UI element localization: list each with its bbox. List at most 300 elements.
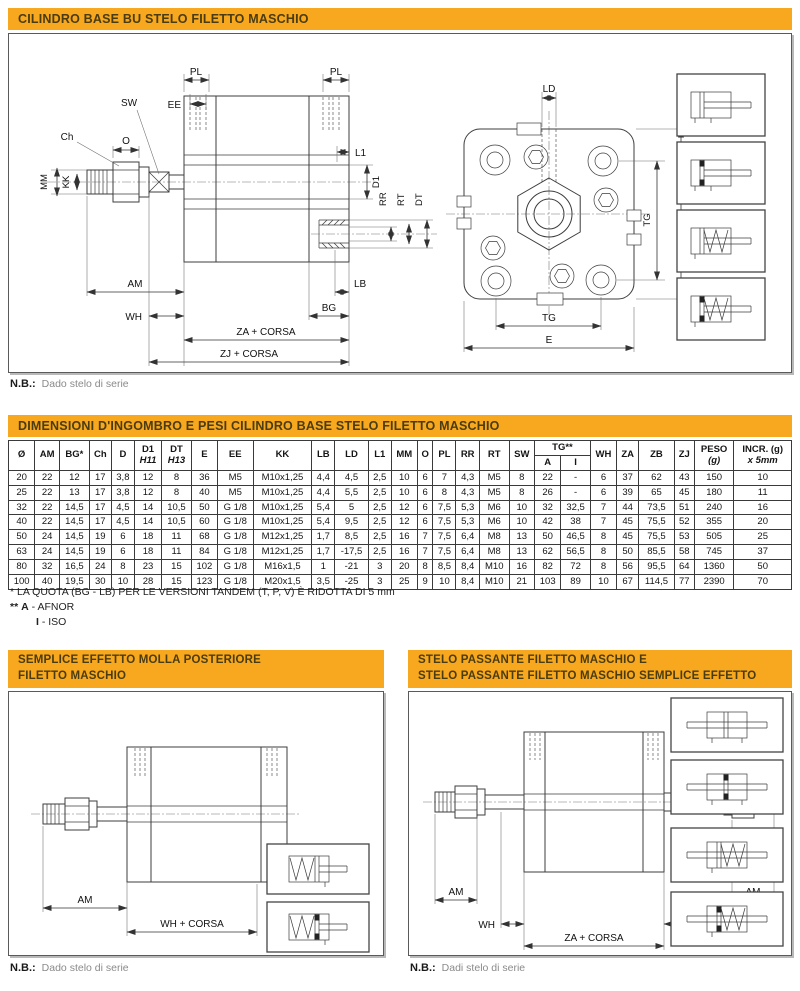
table-cell: 6 [590, 470, 616, 485]
table-cell: 6,4 [456, 530, 480, 545]
table-cell: M5 [217, 470, 253, 485]
table-cell: M10x1,25 [253, 515, 312, 530]
table-cell: 8 [509, 470, 535, 485]
table-cell: 14,5 [60, 500, 90, 515]
table-cell: 12 [134, 470, 161, 485]
table-cell: 40 [9, 515, 35, 530]
table-cell: 7 [417, 530, 433, 545]
cylinder-side-view [39, 67, 437, 366]
table-cell: 25 [734, 530, 792, 545]
table-cell: 2,5 [368, 470, 391, 485]
table-cell: 21 [509, 574, 535, 589]
column-header: PL [433, 441, 456, 471]
dim-label-e-bottom: E [545, 335, 553, 346]
section-left-title-bar [8, 650, 384, 688]
section-right-title-bar [408, 650, 792, 688]
table-cell: 5,3 [456, 515, 480, 530]
table-cell: 17 [89, 470, 111, 485]
note-right-text: Dadi stelo di serie [441, 962, 526, 974]
table-cell: M10 [479, 560, 509, 575]
column-header: O [417, 441, 433, 471]
dim-label-am: AM [127, 279, 143, 290]
table-cell: 16 [509, 560, 535, 575]
column-header: D1 H11 [134, 441, 161, 471]
dim-label-ch: Ch [60, 132, 74, 143]
table-cell: 6 [111, 530, 134, 545]
column-subheader: I [561, 455, 591, 470]
table-cell: 7,5 [433, 545, 456, 560]
table-cell: 10 [391, 470, 417, 485]
table-cell: 6 [417, 485, 433, 500]
piston-rod [87, 162, 184, 202]
page-title: CILINDRO BASE BU STELO FILETTO MASCHIO [18, 12, 309, 26]
table-cell: 6 [417, 500, 433, 515]
table-cell: 72 [561, 560, 591, 575]
table-cell: 68 [191, 530, 217, 545]
table-cell: G 1/8 [217, 515, 253, 530]
note-left [10, 962, 129, 974]
table-cell: 8,4 [456, 574, 480, 589]
column-header: KK [253, 441, 312, 471]
table-cell: 14 [134, 500, 161, 515]
table-cell: M12x1,25 [253, 530, 312, 545]
note-left-label: N.B.: [10, 962, 36, 974]
table-row [9, 530, 792, 545]
table-cell: 25 [391, 574, 417, 589]
table-cell: -25 [335, 574, 369, 589]
table-cell: 16,5 [60, 560, 90, 575]
table-cell: M10x1,25 [253, 500, 312, 515]
table-cell: 8 [417, 560, 433, 575]
table-cell: 6 [590, 485, 616, 500]
column-header: WH [590, 441, 616, 471]
table-cell: -17,5 [335, 545, 369, 560]
dim-label-lb: LB [354, 279, 367, 290]
table-cell: 20 [9, 470, 35, 485]
table-cell: 8 [433, 485, 456, 500]
table-cell: 40 [35, 574, 60, 589]
table-cell: 15 [162, 560, 192, 575]
table-cell: 150 [694, 470, 734, 485]
dim-label-ee: EE [167, 100, 181, 111]
dim-label-sw: SW [120, 98, 138, 109]
table-cell: 10 [509, 500, 535, 515]
table-cell: 2,5 [368, 515, 391, 530]
table-cell: 82 [535, 560, 561, 575]
technical-drawing-through-rod [409, 692, 791, 955]
table-cell: 11 [162, 530, 192, 545]
dim-label-d1: D1 [371, 175, 382, 189]
table-cell: 36 [191, 470, 217, 485]
table-cell: 19 [89, 530, 111, 545]
table-cell: 745 [694, 545, 734, 560]
table-cell: 240 [694, 500, 734, 515]
table-cell: 1,7 [312, 530, 335, 545]
column-header: L1 [368, 441, 391, 471]
section-left-title-line2: FILETTO MASCHIO [18, 670, 127, 682]
table-cell: M5 [479, 485, 509, 500]
table-cell: 2390 [694, 574, 734, 589]
table-cell: 14 [134, 515, 161, 530]
table-row [9, 560, 792, 575]
table-cell: 15 [162, 574, 192, 589]
table-cell: 2,5 [368, 545, 391, 560]
table-cell: 62 [639, 470, 674, 485]
port-thread-right [323, 97, 339, 132]
footnote-afnor: ** A - AFNOR [10, 601, 75, 614]
table-cell: 20 [391, 560, 417, 575]
table-cell: 8,5 [433, 560, 456, 575]
table-cell: 8,5 [335, 530, 369, 545]
table-cell: 38 [561, 515, 591, 530]
table-cell: 16 [734, 500, 792, 515]
table-cell: M10x1,25 [253, 485, 312, 500]
table-cell: 85,5 [639, 545, 674, 560]
table-cell: M5 [217, 485, 253, 500]
table-cell: 45 [617, 515, 639, 530]
table-cell: 5,3 [456, 500, 480, 515]
section-left-title-line1: SEMPLICE EFFETTO MOLLA POSTERIORE [18, 654, 262, 667]
table-cell: 50 [617, 545, 639, 560]
footnote-star: * LA QUOTA (BG - LB) PER LE VERSIONI TANDEM (T, P, V) È RIDOTTA DI 5 mm [10, 586, 395, 598]
table-cell: 2,5 [368, 485, 391, 500]
table-cell: 12 [60, 470, 90, 485]
dim-label-bg: BG [321, 303, 337, 314]
table-cell: 12 [391, 515, 417, 530]
table-cell: 7 [417, 545, 433, 560]
column-header: D [111, 441, 134, 471]
column-header: LB [312, 441, 335, 471]
table-title: DIMENSIONI D'INGOMBRO E PESI CILINDRO BASE STELO FILETTO MASCHIO [18, 419, 500, 433]
table-cell: 89 [561, 574, 591, 589]
table-cell: M10x1,25 [253, 470, 312, 485]
table-cell: 17 [89, 485, 111, 500]
note-right-label: N.B.: [410, 962, 436, 974]
table-cell: 4,3 [456, 485, 480, 500]
table-cell: 20 [734, 515, 792, 530]
table-cell: 9,5 [335, 515, 369, 530]
table-cell: 11 [162, 545, 192, 560]
table-cell: 60 [191, 515, 217, 530]
table-row [9, 470, 792, 485]
column-header: EE [217, 441, 253, 471]
table-cell: 58 [674, 545, 694, 560]
dim-label-rt: RT [396, 193, 407, 206]
table-cell: 10,5 [162, 515, 192, 530]
table-cell: 7 [433, 470, 456, 485]
table-cell: 8 [162, 485, 192, 500]
table-cell: 3,5 [312, 574, 335, 589]
column-header: BG* [60, 441, 90, 471]
table-cell: 19 [89, 545, 111, 560]
table-cell: M6 [479, 500, 509, 515]
table-cell: 13 [509, 530, 535, 545]
table-cell: G 1/8 [217, 574, 253, 589]
dim-label-am-left: AM [448, 887, 464, 898]
dimensions-table [8, 440, 792, 590]
table-cell: 3,8 [111, 485, 134, 500]
table-cell: 62 [535, 545, 561, 560]
table-cell: 355 [694, 515, 734, 530]
column-header: MM [391, 441, 417, 471]
table-cell: 9 [417, 574, 433, 589]
table-cell: 505 [694, 530, 734, 545]
table-cell: 32 [35, 560, 60, 575]
table-cell: - [561, 470, 591, 485]
table-cell: 3 [368, 574, 391, 589]
column-header: Ø [9, 441, 35, 471]
table-cell: 7 [590, 515, 616, 530]
table-cell: 52 [674, 515, 694, 530]
page-title-bar [8, 8, 792, 30]
port-thread-left [190, 97, 206, 132]
table-cell: 100 [9, 574, 35, 589]
dim-label-za-corsa: ZA + CORSA [236, 327, 296, 338]
table-cell: 7,5 [433, 500, 456, 515]
column-header: ZA [617, 441, 639, 471]
table-cell: 70 [734, 574, 792, 589]
dim-label-l1: L1 [355, 148, 367, 159]
table-cell: 2,5 [368, 500, 391, 515]
symbol-column [267, 844, 369, 952]
table-cell: M20x1,5 [253, 574, 312, 589]
note-top-label: N.B.: [10, 378, 36, 390]
table-cell: 6 [111, 545, 134, 560]
table-header [9, 441, 792, 471]
dim-label-o: O [122, 136, 130, 147]
table-cell: 8 [509, 485, 535, 500]
table-cell: 24 [89, 560, 111, 575]
table-cell: 8 [111, 560, 134, 575]
table-cell: 7,5 [433, 530, 456, 545]
table-cell: M8 [479, 530, 509, 545]
table-cell: 12 [134, 485, 161, 500]
column-header: INCR. (g) x 5mm [734, 441, 792, 471]
table-cell: G 1/8 [217, 545, 253, 560]
table-cell: 4,5 [111, 500, 134, 515]
section-left-panel [8, 691, 384, 956]
table-cell: 17 [89, 500, 111, 515]
table-cell: M16x1,5 [253, 560, 312, 575]
table-cell: 11 [734, 485, 792, 500]
table-cell: 5,4 [312, 515, 335, 530]
dim-label-wh-corsa: WH + CORSA [160, 919, 224, 930]
table-cell: 64 [674, 560, 694, 575]
footnotes [10, 585, 395, 631]
column-header: ZJ [674, 441, 694, 471]
table-cell: 43 [674, 470, 694, 485]
table-cell: 63 [9, 545, 35, 560]
technical-drawing-single-acting [9, 692, 383, 955]
table-cell: 23 [134, 560, 161, 575]
table-cell: 14,5 [60, 515, 90, 530]
table-cell: 3,8 [111, 470, 134, 485]
note-left-text: Dado stelo di serie [41, 962, 129, 974]
table-cell: 37 [734, 545, 792, 560]
table-cell: 10 [433, 574, 456, 589]
table-cell: 4,4 [312, 485, 335, 500]
table-row [9, 515, 792, 530]
table-cell: - [561, 485, 591, 500]
table-cell: 103 [535, 574, 561, 589]
dim-label-ld: LD [542, 84, 556, 95]
table-cell: 22 [35, 500, 60, 515]
table-cell: 123 [191, 574, 217, 589]
column-header: E [191, 441, 217, 471]
cylinder-front-view [446, 84, 696, 352]
table-row [9, 545, 792, 560]
column-header: PESO (g) [694, 441, 734, 471]
table-cell: 51 [674, 500, 694, 515]
table-cell: 12 [391, 500, 417, 515]
table-cell: M10 [479, 574, 509, 589]
table-cell: 5 [335, 500, 369, 515]
section-right-panel [408, 691, 792, 956]
table-cell: 24 [35, 545, 60, 560]
table-cell: 56,5 [561, 545, 591, 560]
table-cell: M12x1,25 [253, 545, 312, 560]
table-cell: 5,5 [335, 485, 369, 500]
column-header: SW [509, 441, 535, 471]
table-row [9, 485, 792, 500]
table-cell: 8 [162, 470, 192, 485]
table-cell: 1360 [694, 560, 734, 575]
symbol-column [671, 698, 783, 946]
column-header: DT H13 [162, 441, 192, 471]
table-cell: 67 [617, 574, 639, 589]
dim-label-tg-bottom: TG [542, 313, 556, 324]
column-header: AM [35, 441, 60, 471]
table-cell: 4,5 [335, 470, 369, 485]
table-cell: 180 [694, 485, 734, 500]
dim-label-wh-left: WH [478, 920, 495, 931]
table-cell: 28 [134, 574, 161, 589]
footnote-iso: I - ISO [36, 616, 67, 629]
table-cell: 3 [368, 560, 391, 575]
section-right-title-line1: STELO PASSANTE FILETTO MASCHIO E [418, 654, 647, 667]
table-cell: 95,5 [639, 560, 674, 575]
table-cell: 22 [535, 470, 561, 485]
note-top-text: Dado stelo di serie [41, 378, 129, 390]
table-cell: 4,3 [456, 470, 480, 485]
dim-label-am: AM [77, 895, 93, 906]
table-cell: 84 [191, 545, 217, 560]
table-cell: M6 [479, 515, 509, 530]
table-cell: 73,5 [639, 500, 674, 515]
table-cell: 50 [191, 500, 217, 515]
table-cell: 4,4 [312, 470, 335, 485]
table-cell: 1 [312, 560, 335, 575]
table-cell: 10 [111, 574, 134, 589]
table-cell: 39 [617, 485, 639, 500]
table-cell: G 1/8 [217, 500, 253, 515]
dim-label-wh: WH [125, 312, 142, 323]
table-cell: 77 [674, 574, 694, 589]
table-cell: 14,5 [60, 530, 90, 545]
dim-label-tg-side: TG [642, 213, 653, 227]
table-cell: 42 [535, 515, 561, 530]
dim-label-mm: MM [39, 174, 50, 190]
table-cell: 114,5 [639, 574, 674, 589]
table-cell: 65 [639, 485, 674, 500]
table-cell: G 1/8 [217, 560, 253, 575]
table-cell: 53 [674, 530, 694, 545]
table-cell: 8,4 [456, 560, 480, 575]
table-cell: 50 [535, 530, 561, 545]
table-cell: 16 [391, 545, 417, 560]
table-cell: 10,5 [162, 500, 192, 515]
table-cell: 37 [617, 470, 639, 485]
table-cell: 17 [89, 515, 111, 530]
table-cell: 50 [734, 560, 792, 575]
table-cell: -21 [335, 560, 369, 575]
table-cell: 6,4 [456, 545, 480, 560]
table-cell: 10 [391, 485, 417, 500]
table-cell: 7,5 [433, 515, 456, 530]
table-cell: 50 [9, 530, 35, 545]
table-cell: 80 [9, 560, 35, 575]
table-cell: 13 [509, 545, 535, 560]
table-cell: 26 [535, 485, 561, 500]
table-cell: G 1/8 [217, 530, 253, 545]
table-cell: 22 [35, 485, 60, 500]
table-cell: 13 [60, 485, 90, 500]
table-cell: 25 [9, 485, 35, 500]
dim-label-zj-corsa: ZJ + CORSA [219, 349, 279, 360]
section-right-title-line2: STELO PASSANTE FILETTO MASCHIO SEMPLICE EFFETTO [418, 670, 757, 682]
table-cell: 45 [617, 530, 639, 545]
cylinder-single-acting-view [31, 747, 301, 936]
table-cell: 5,4 [312, 500, 335, 515]
column-header: Ch [89, 441, 111, 471]
table-cell: 75,5 [639, 515, 674, 530]
table-cell: 18 [134, 530, 161, 545]
table-cell: 8 [590, 560, 616, 575]
table-cell: 22 [35, 515, 60, 530]
dim-label-za-corsa: ZA + CORSA [564, 933, 624, 944]
main-drawing-panel [8, 33, 792, 373]
table-cell: 30 [89, 574, 111, 589]
dim-label-kk: KK [61, 175, 72, 189]
dim-label-pl-left: PL [189, 67, 203, 78]
note-right [410, 962, 525, 974]
table-cell: 40 [191, 485, 217, 500]
column-subheader: A [535, 455, 561, 470]
technical-drawing-main [9, 34, 791, 372]
table-cell: 10 [590, 574, 616, 589]
table-cell: 10 [509, 515, 535, 530]
table-cell: 102 [191, 560, 217, 575]
table-cell: 75,5 [639, 530, 674, 545]
table-cell: 8 [590, 545, 616, 560]
table-row [9, 500, 792, 515]
column-header: RR [456, 441, 480, 471]
table-title-bar [8, 415, 792, 437]
note-top [10, 378, 129, 390]
table-cell: 18 [134, 545, 161, 560]
table-cell: 22 [35, 470, 60, 485]
table-cell: 56 [617, 560, 639, 575]
table-cell: 14,5 [60, 545, 90, 560]
dim-label-pl-right: PL [329, 67, 343, 78]
symbol-column [677, 74, 765, 340]
table-cell: M8 [479, 545, 509, 560]
column-header: ZB [639, 441, 674, 471]
table-cell: 32,5 [561, 500, 591, 515]
table-cell: 2,5 [368, 530, 391, 545]
table-cell: 6 [417, 515, 433, 530]
table-cell: 8 [590, 530, 616, 545]
